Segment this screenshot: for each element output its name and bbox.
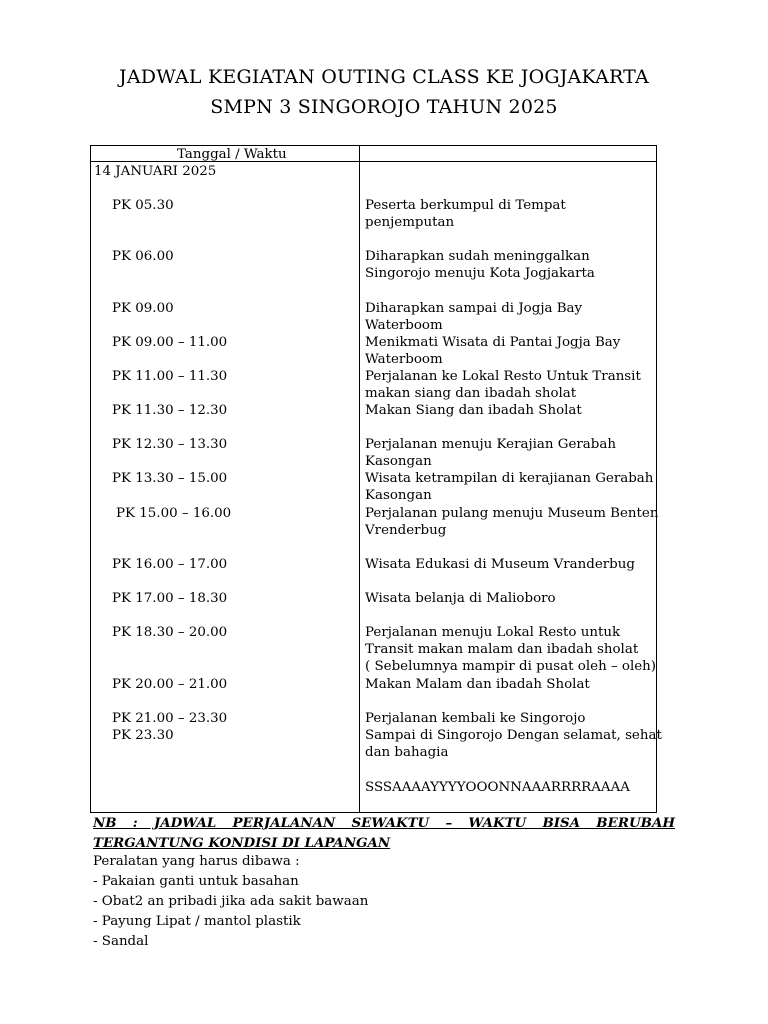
- activity-line: Peserta berkumpul di Tempat: [365, 198, 566, 213]
- row-time: PK 20.00 – 21.00: [112, 677, 228, 692]
- schedule-table: [90, 145, 662, 813]
- activity-line: Perjalanan menuju Kerajian Gerabah: [365, 437, 616, 452]
- row-time: PK 15.00 – 16.00: [116, 506, 232, 521]
- activity-line: Kasongan: [365, 454, 432, 469]
- activity-line: Makan Siang dan ibadah Sholat: [365, 403, 582, 418]
- column-divider: [359, 146, 360, 812]
- row-activity: [365, 676, 590, 693]
- activity-line: Makan Malam dan ibadah Sholat: [365, 677, 590, 692]
- activity-line: Diharapkan sampai di Jogja Bay: [365, 301, 583, 316]
- activity-line: Wisata ketrampilan di kerajianan Gerabah: [365, 471, 654, 486]
- activity-line: penjemputan: [365, 215, 455, 230]
- row-activity: [365, 334, 620, 368]
- row-activity: [365, 197, 566, 231]
- activity-line: Perjalanan ke Lokal Resto Untuk Transit: [365, 369, 641, 384]
- row-time: PK 09.00: [112, 301, 174, 316]
- row-time: PK 06.00: [112, 249, 174, 264]
- schedule-date: 14 JANUARI 2025: [94, 164, 217, 179]
- activity-line: makan siang dan ibadah sholat: [365, 386, 577, 401]
- activity-line: Perjalanan kembali ke Singorojo: [365, 711, 586, 726]
- equipment-item: - Sandal: [93, 934, 149, 949]
- row-activity: [365, 727, 662, 761]
- row-time: PK 05.30: [112, 198, 174, 213]
- activity-line: Menikmati Wisata di Pantai Jogja Bay: [365, 335, 621, 350]
- header-date-time: Tanggal / Waktu: [177, 147, 287, 162]
- equipment-title: Peralatan yang harus dibawa :: [93, 854, 300, 869]
- equipment-item: - Payung Lipat / mantol plastik: [93, 914, 301, 929]
- row-time: PK 23.30: [112, 728, 174, 743]
- row-time: PK 17.00 – 18.30: [112, 591, 228, 606]
- activity-line: Wisata belanja di Malioboro: [365, 591, 556, 606]
- row-time: PK 12.30 – 13.30: [112, 437, 228, 452]
- row-activity: [365, 300, 582, 334]
- activity-line: Waterboom: [365, 352, 443, 367]
- activity-line: Kasongan: [365, 488, 432, 503]
- activity-line: Singorojo menuju Kota Jogjakarta: [365, 266, 595, 281]
- row-time: PK 13.30 – 15.00: [112, 471, 228, 486]
- activity-line: Wisata Edukasi di Museum Vranderbug: [365, 557, 635, 572]
- equipment-item: - Pakaian ganti untuk basahan: [93, 874, 299, 889]
- row-time: PK 11.30 – 12.30: [112, 403, 228, 418]
- document-title: JADWAL KEGIATAN OUTING CLASS KE JOGJAKARTA: [119, 66, 649, 88]
- activity-line: dan bahagia: [365, 745, 449, 760]
- activity-line: Transit makan malam dan ibadah sholat: [365, 642, 639, 657]
- equipment-item: - Obat2 an pribadi jika ada sakit bawaan: [93, 894, 369, 909]
- row-activity: [365, 556, 635, 573]
- note-text: NB : JADWAL PERJALANAN SEWAKTU – WAKTU BISA BERUBAH TERGANTUNG KONDISI DI LAPANGAN: [93, 815, 675, 851]
- row-activity: [365, 402, 582, 419]
- activity-line: Waterboom: [365, 318, 443, 333]
- row-activity: [365, 436, 616, 470]
- row-activity: [365, 368, 641, 402]
- row-activity: [365, 470, 653, 504]
- row-activity: [365, 248, 595, 282]
- activity-line: Perjalanan menuju Lokal Resto untuk: [365, 625, 621, 640]
- row-time: PK 16.00 – 17.00: [112, 557, 228, 572]
- closing-text: SSSAAAAYYYYOOONNAAARRRRAAAA: [365, 780, 630, 795]
- activity-line: Diharapkan sudah meninggalkan: [365, 249, 590, 264]
- row-time: PK 09.00 – 11.00: [112, 335, 228, 350]
- row-activity: [365, 624, 656, 675]
- row-activity: [365, 590, 556, 607]
- document-subtitle: SMPN 3 SINGOROJO TAHUN 2025: [210, 96, 558, 118]
- activity-line: ( Sebelumnya mampir di pusat oleh – oleh): [365, 659, 657, 674]
- activity-line: Sampai di Singorojo Dengan selamat, sehat: [365, 728, 662, 743]
- row-time: PK 18.30 – 20.00: [112, 625, 228, 640]
- row-activity: [365, 710, 585, 727]
- activity-line: Perjalanan pulang menuju Museum Benten: [365, 506, 659, 521]
- row-time: PK 11.00 – 11.30: [112, 369, 228, 384]
- row-time: PK 21.00 – 23.30: [112, 711, 228, 726]
- row-activity: [365, 505, 658, 539]
- header-divider: [91, 161, 656, 162]
- activity-line: Vrenderbug: [365, 523, 447, 538]
